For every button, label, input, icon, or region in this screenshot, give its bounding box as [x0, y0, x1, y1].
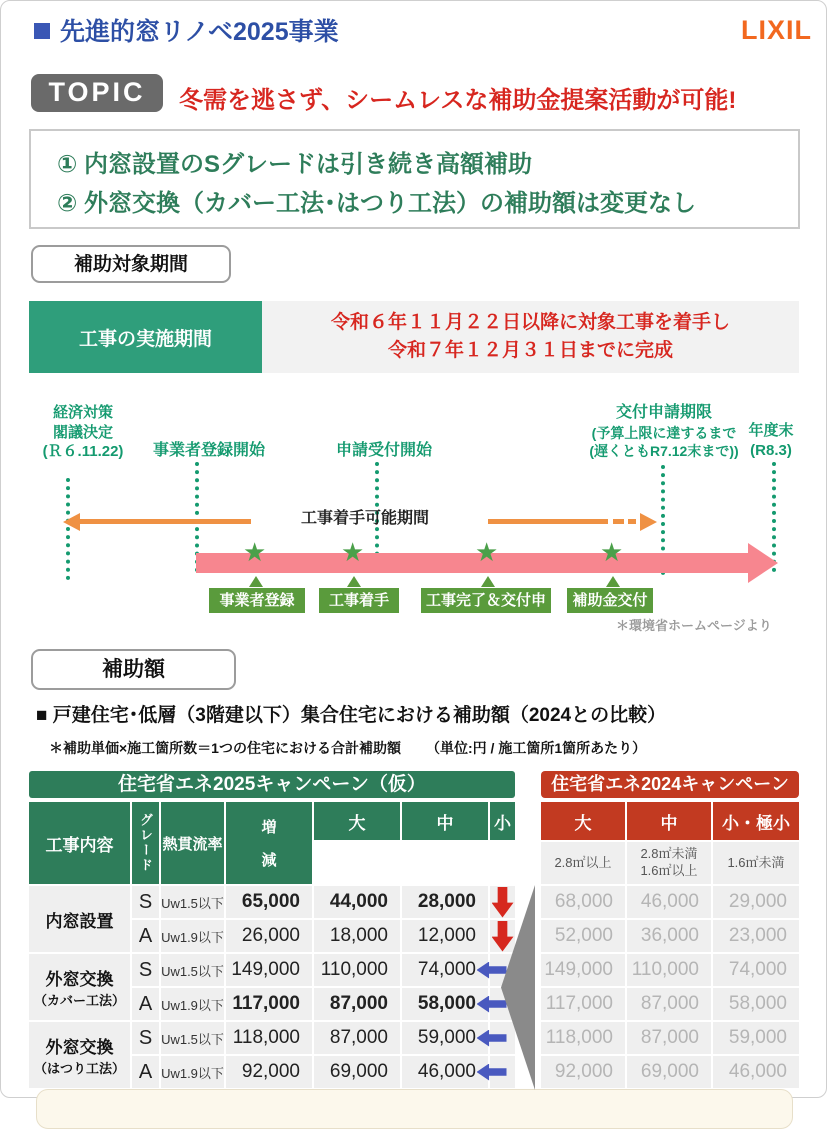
change-indicator — [490, 886, 515, 918]
value-2025: 69,000 — [314, 1056, 400, 1088]
grade: A — [132, 920, 159, 952]
value-2025: 28,000 — [402, 886, 488, 918]
timeline-bar-arrow-icon — [748, 543, 778, 583]
value-2025: 65,000 — [226, 886, 312, 918]
value-2025: 12,000 — [402, 920, 488, 952]
subsidy-note: ＊補助単価×施工箇所数＝1つの住宅における合計補助額 — [49, 740, 401, 756]
highlights-box — [29, 129, 800, 229]
milestone-cabinet-decision: 経済対策 閣議決定 (Ｒ６.11.22) — [42, 404, 124, 460]
event-registration: 事業者登録 — [209, 588, 305, 613]
event-pointer-icon — [347, 576, 361, 587]
milestone-application-start: 申請受付開始 — [335, 442, 432, 459]
value-2024: 23,000 — [713, 920, 799, 952]
period-row-label: 工事の実施期間 — [29, 301, 262, 373]
title-bullet-icon — [34, 23, 50, 39]
value-2024: 29,000 — [713, 886, 799, 918]
change-indicator — [490, 920, 515, 952]
value-2024: 58,000 — [713, 988, 799, 1020]
value-2025: 149,000 — [226, 954, 312, 986]
milestone-yearend: 年度末 (R8.3) — [748, 422, 794, 459]
col-header-large: 大 — [314, 802, 400, 840]
section-label-period: 補助対象期間 — [31, 245, 231, 283]
table-2025-title: 住宅省エネ2025キャンペーン（仮） — [29, 771, 515, 798]
star-icon: ★ — [475, 537, 499, 567]
grade: A — [132, 1056, 159, 1088]
topic-badge: TOPIC — [31, 74, 163, 112]
col-header-change: 増 減 — [226, 802, 312, 884]
lixil-logo: LIXIL — [741, 15, 812, 45]
u-value: Uw1.5以下 — [161, 1022, 224, 1054]
work-window-label: 工事着手可能期間 — [301, 510, 430, 527]
value-2025: 26,000 — [226, 920, 312, 952]
col-header-grade: グレード — [132, 802, 159, 884]
value-2025: 46,000 — [402, 1056, 488, 1088]
u-value: Uw1.9以下 — [161, 920, 224, 952]
source-note: ＊環境省ホームページより — [616, 618, 772, 633]
table-2024-title: 住宅省エネ2024キャンペーン — [541, 771, 799, 798]
event-work-start: 工事着手 — [319, 588, 399, 613]
event-pointer-icon — [481, 576, 495, 587]
grade: A — [132, 988, 159, 1020]
work-type-outer-hatsuri: 外窓交換 （はつり工法） — [29, 1022, 130, 1088]
value-2025: 110,000 — [314, 954, 400, 986]
value-2025: 87,000 — [314, 1022, 400, 1054]
change-indicator — [490, 1056, 515, 1088]
u-value: Uw1.5以下 — [161, 886, 224, 918]
value-2025: 117,000 — [226, 988, 312, 1020]
value-2024: 46,000 — [627, 886, 711, 918]
col-header-mid: 中 — [627, 802, 711, 840]
work-type-outer-cover: 外窓交換 （カバー工法） — [29, 954, 130, 1020]
star-icon: ★ — [243, 537, 267, 567]
orange-arrow-right-line — [488, 519, 608, 524]
highlight-line-2: ② 外窓交換（カバー工法･はつり工法）の補助額は変更なし — [57, 190, 696, 217]
col-header-small: 小・極小 — [713, 802, 799, 840]
event-grant-payment: 補助金交付 — [567, 588, 653, 613]
event-pointer-icon — [606, 576, 620, 587]
u-value: Uw1.9以下 — [161, 988, 224, 1020]
section-label-amount: 補助額 — [31, 649, 236, 690]
period-row-text — [262, 301, 799, 373]
subsidy-heading: ■ 戸建住宅･低層（3階建以下）集合住宅における補助額（2024との比較） — [36, 705, 667, 726]
value-2024: 52,000 — [541, 920, 625, 952]
value-2024: 46,000 — [713, 1056, 799, 1088]
orange-arrow-dash — [613, 519, 624, 524]
page-title: 先進的窓リノベ2025事業 — [60, 18, 339, 46]
change-indicator — [490, 1022, 515, 1054]
period-text-line2: 令和７年１２月３１日までに完成 — [387, 340, 673, 361]
grade: S — [132, 886, 159, 918]
work-type-inner-window: 内窓設置 — [29, 886, 130, 952]
value-2025: 118,000 — [226, 1022, 312, 1054]
event-pointer-icon — [249, 576, 263, 587]
col-header-large: 大 — [541, 802, 625, 840]
orange-arrow-left-icon — [63, 513, 80, 531]
decrease-arrow-icon — [492, 921, 514, 952]
value-2024: 87,000 — [627, 1022, 711, 1054]
value-2024: 110,000 — [627, 954, 711, 986]
size-range-mid: 2.8㎡未満 1.6㎡以上 — [627, 842, 711, 884]
value-2024: 74,000 — [713, 954, 799, 986]
orange-arrow-right-icon — [640, 513, 657, 531]
value-2024: 36,000 — [627, 920, 711, 952]
star-icon: ★ — [600, 537, 624, 567]
value-2024: 117,000 — [541, 988, 625, 1020]
orange-arrow-dash — [628, 519, 636, 524]
subsidy-unit-note: （単位:円 / 施工箇所1箇所あたり） — [426, 740, 647, 756]
value-2025: 59,000 — [402, 1022, 488, 1054]
u-value: Uw1.9以下 — [161, 1056, 224, 1088]
u-value: Uw1.5以下 — [161, 954, 224, 986]
grade: S — [132, 1022, 159, 1054]
timeline-bar — [196, 553, 748, 573]
milestone-application-deadline: 交付申請期限 (予算上限に達するまで (遅くともR7.12末まで)) — [589, 404, 739, 459]
value-2025: 87,000 — [314, 988, 400, 1020]
orange-arrow-left-line — [79, 519, 251, 524]
value-2024: 68,000 — [541, 886, 625, 918]
value-2024: 59,000 — [713, 1022, 799, 1054]
period-text-line1: 令和６年１１月２２日以降に対象工事を着手し — [330, 311, 730, 333]
value-2025: 58,000 — [402, 988, 488, 1020]
decrease-arrow-icon — [492, 887, 514, 918]
topic-headline: 冬需を逃さず、シームレスな補助金提案活動が可能! — [179, 87, 737, 114]
value-2024: 87,000 — [627, 988, 711, 1020]
value-2024: 69,000 — [627, 1056, 711, 1088]
star-icon: ★ — [341, 537, 365, 567]
table-2024 — [541, 802, 799, 1088]
highlight-line-1: ① 内窓設置のSグレードは引き続き高額補助 — [57, 151, 532, 178]
event-completion-application: 工事完了＆交付申請 — [421, 588, 551, 613]
value-2025: 44,000 — [314, 886, 400, 918]
size-range-large: 2.8㎡以上 — [541, 842, 625, 884]
col-header-mid: 中 — [402, 802, 488, 840]
value-2024: 149,000 — [541, 954, 625, 986]
value-2025: 18,000 — [314, 920, 400, 952]
col-header-work: 工事内容 — [29, 802, 130, 884]
value-2025: 92,000 — [226, 1056, 312, 1088]
col-header-u-value: 熱貫流率 — [161, 802, 224, 884]
value-2024: 92,000 — [541, 1056, 625, 1088]
size-range-small: 1.6㎡未満 — [713, 842, 799, 884]
value-2025: 74,000 — [402, 954, 488, 986]
grade: S — [132, 954, 159, 986]
table-2025 — [29, 802, 515, 1124]
bottom-note-box — [36, 1089, 793, 1129]
col-header-small: 小 — [490, 802, 515, 840]
value-2024: 118,000 — [541, 1022, 625, 1054]
milestone-registration-start: 事業者登録開始 — [152, 442, 265, 459]
